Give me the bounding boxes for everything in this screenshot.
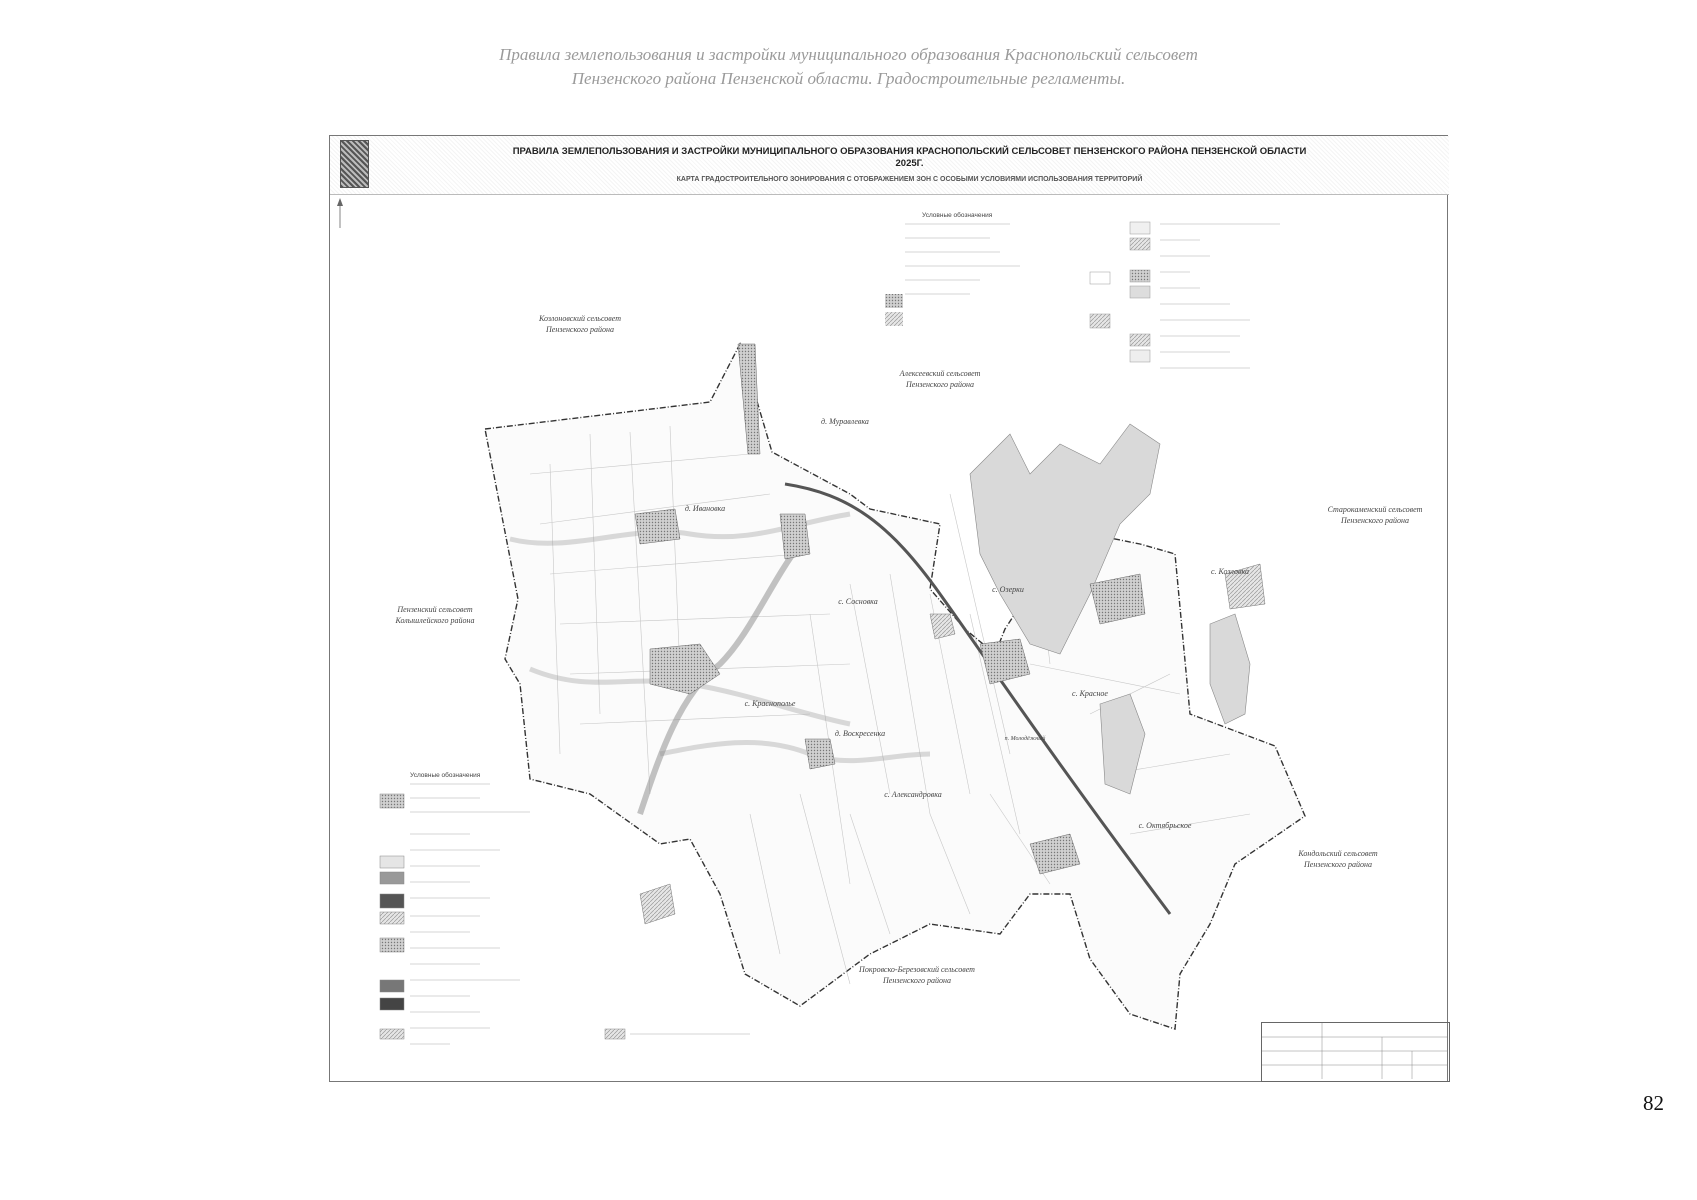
- neighbor-label-s: Покровско-Березовский сельсовет Пензенского района: [859, 965, 975, 985]
- legend-top-title: Условные обозначения: [922, 212, 993, 219]
- map-canvas: [330, 194, 1447, 1081]
- neighbor-label-n: Алексеевский сельсовет Пензенского района: [899, 369, 981, 389]
- map-title-year: 2025Г.: [895, 158, 924, 169]
- map-title: ПРАВИЛА ЗЕМЛЕПОЛЬЗОВАНИЯ И ЗАСТРОЙКИ МУНИЦИПАЛЬНОГО ОБРАЗОВАНИЯ КРАСНОПОЛЬСКИЙ СЕЛЬСОВЕТ ПЕНЗЕНСКОГО РАЙОНА ПЕНЗЕНСКОЙ ОБЛАСТИ: [512, 146, 1307, 157]
- lake-zone-east: [1210, 614, 1250, 724]
- settlement-label-sosnovka: с. Сосновка: [838, 597, 878, 606]
- map-subtitle: КАРТА ГРАДОСТРОИТЕЛЬНОГО ЗОНИРОВАНИЯ С ОТОБРАЖЕНИЕМ ЗОН С ОСОБЫМИ УСЛОВИЯМИ ИСПОЛЬЗОВАНИЯ ТЕРРИТОРИЙ: [676, 176, 1143, 183]
- page-header-line-1: Правила землепользования и застройки муниципального образования Краснопольский сельсовет: [499, 45, 1198, 64]
- neighbor-label-nw: Козлоновский сельсовет Пензенского района: [538, 314, 621, 334]
- municipality-boundary: [485, 344, 1305, 1029]
- settlement-label-krasnopolye: с. Краснополье: [744, 699, 796, 708]
- logo-icon: [340, 140, 369, 188]
- settlement-label-posyolok: п. Молодёжный: [1004, 736, 1046, 742]
- page-header-line-2: Пензенского района Пензенской области. Градостроительные регламенты.: [571, 69, 1126, 88]
- legend-top: [885, 222, 1280, 368]
- legend-bottom-title: Условные обозначения: [410, 772, 481, 779]
- north-arrow-icon: [337, 198, 343, 228]
- neighbor-label-se: Кондольский сельсовет Пензенского района: [1298, 849, 1378, 869]
- settlement-label-ivanovka: д. Ивановка: [684, 504, 726, 513]
- settlement-label-krasnoye: с. Красное: [1072, 689, 1108, 698]
- stamp-grid: [1262, 1023, 1447, 1079]
- settlement-label-aleksandrovka: с. Александровка: [884, 790, 942, 799]
- settlement-label-voskresenka: д. Воскресенка: [834, 729, 886, 738]
- title-stamp: [1261, 1022, 1450, 1082]
- neighbor-label-e: Старокаменский сельсовет Пензенского района: [1327, 505, 1423, 525]
- neighbor-label-w: Пензенский сельсовет Колышлейского района: [395, 605, 475, 625]
- settlement-label-ozerki: с. Озерки: [992, 585, 1024, 594]
- settlement-label-oktyabrskoye: с. Октябрьское: [1138, 821, 1192, 830]
- settlement-label-kozlovka: с. Козловка: [1211, 567, 1249, 576]
- page-number: 82: [1643, 1091, 1664, 1115]
- settlement-label-muravlevka: д. Муравлевка: [821, 417, 869, 426]
- map-sheet: [329, 135, 1448, 1082]
- map-title-block: [330, 136, 1449, 195]
